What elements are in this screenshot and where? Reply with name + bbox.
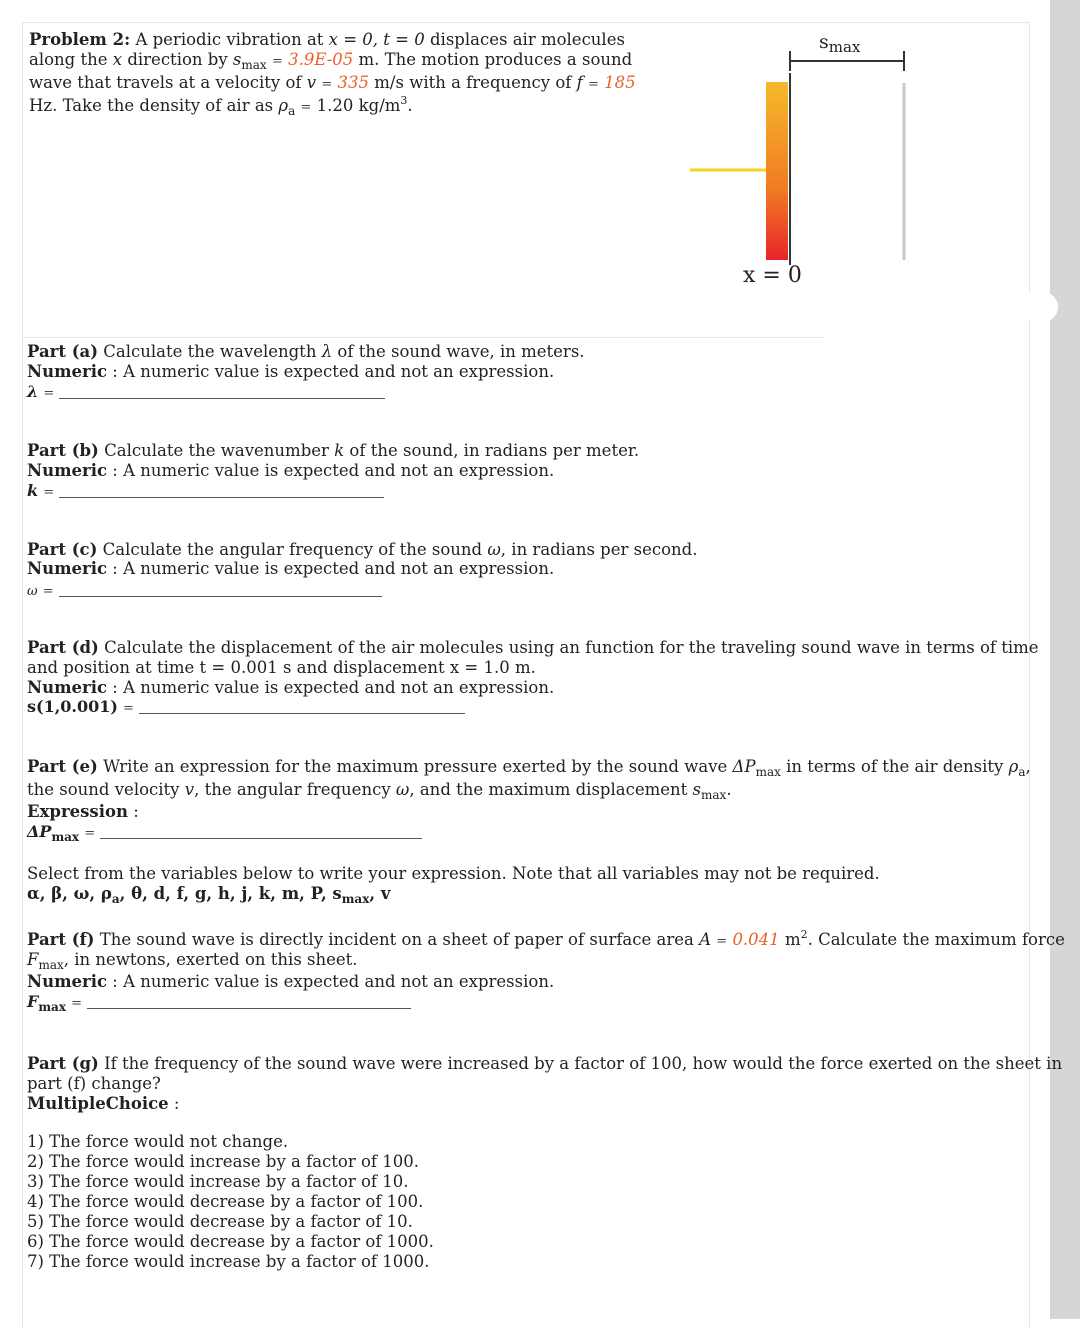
part-b-answer: k = — [27, 481, 384, 503]
part-d-answer: s(1,0.001) = — [27, 697, 465, 719]
smax-value: 3.9E-05 — [288, 50, 354, 69]
density-value: 1.20 kg/m — [316, 96, 401, 115]
part-e-question-line-1: Part (e) Write an expression for the maximum pressure exerted by the sound wave $\Delta P_{max}$ in terms of the air density $\rho_a$, — [27, 757, 1031, 779]
part-d-answer-field[interactable] — [139, 699, 465, 714]
part-g-question-line-1: Part (g) If the frequency of the sound wave were increased by a factor of 100, how would the force exerted on the sheet in — [27, 1054, 1063, 1073]
problem-label: Problem 2: — [29, 30, 131, 49]
part-e-answer: $\Delta P_{max}$ = — [27, 822, 422, 844]
frequency-value: 185 — [604, 73, 636, 92]
choice-5[interactable]: 5) The force would decrease by a factor of 10. — [27, 1212, 413, 1231]
part-c-question: Part (c) Calculate the angular frequency of the sound ω, in radians per second. — [27, 540, 698, 559]
part-f-type: Numeric : A numeric value is expected and not an expression. — [27, 972, 555, 991]
part-c-answer: ω = — [27, 580, 382, 602]
part-f-answer-field[interactable] — [87, 994, 411, 1009]
choice-1[interactable]: 1) The force would not change. — [27, 1132, 289, 1151]
part-e-variables: α, β, ω, $\rho_a$, θ, d, f, g, h, j, k, m, P, $s_{max}$, v — [27, 884, 391, 906]
part-g-type: MultipleChoice : — [27, 1094, 180, 1113]
x0-label: x = 0 — [743, 263, 802, 288]
scrollbar-thumb[interactable] — [1020, 292, 1058, 322]
velocity-value: 335 — [337, 73, 370, 92]
part-e-select-text: Select from the variables below to write your expression. Note that all variables may not be required. — [27, 864, 880, 883]
part-f-question-line-2: $F_{max}$, in newtons, exerted on this sheet. — [27, 950, 358, 972]
part-c-type: Numeric : A numeric value is expected and not an expression. — [27, 559, 555, 578]
part-b-type: Numeric : A numeric value is expected and not an expression. — [27, 461, 555, 480]
part-a-answer: λ = — [27, 382, 385, 404]
part-a-answer-field[interactable] — [59, 384, 385, 399]
part-a-question: Part (a) Calculate the wavelength λ of the sound wave, in meters. — [27, 342, 585, 361]
part-g-choices — [27, 1132, 434, 1272]
problem-line-4: Hz. Take the density of air as $\rho_a = 1.20$ $kg/m^3$. — [29, 94, 413, 118]
part-f-question-line-1: Part (f) The sound wave is directly incident on a sheet of paper of surface area A = 0.041 $m^2$. Calculate the maximum force — [27, 928, 1065, 949]
problem-line-1: Problem 2: A periodic vibration at x = 0, t = 0 displaces air molecules — [29, 30, 625, 49]
choice-6[interactable]: 6) The force would decrease by a factor of 1000. — [27, 1232, 434, 1251]
part-d-type: Numeric : A numeric value is expected and not an expression. — [27, 678, 555, 697]
choice-7[interactable]: 7) The force would increase by a factor of 1000. — [27, 1252, 430, 1271]
part-e-answer-field[interactable] — [100, 824, 422, 839]
part-b-question: Part (b) Calculate the wavenumber k of the sound, in radians per meter. — [27, 441, 640, 460]
problem-line-2: along the x direction by $s_{max} = 3.9E-05$ m. The motion produces a sound — [29, 50, 633, 72]
part-e-type: Expression : — [27, 802, 139, 821]
vibration-figure — [680, 20, 940, 320]
part-g-question-line-2: part (f) change? — [27, 1074, 161, 1093]
piston-bar — [766, 82, 788, 260]
part-d-question-line-1: Part (d) Calculate the displacement of the air molecules using an function for the traveling sound wave in terms of time — [27, 638, 1039, 657]
area-value: 0.041 — [732, 930, 780, 949]
part-d-question-line-2: and position at time t = 0.001 s and displacement x = 1.0 m. — [27, 658, 536, 677]
part-f-answer: $F_{max}$ = — [27, 992, 411, 1014]
choice-2[interactable]: 2) The force would increase by a factor of 100. — [27, 1152, 419, 1171]
part-c-answer-field[interactable] — [59, 582, 382, 597]
choice-4[interactable]: 4) The force would decrease by a factor of 100. — [27, 1192, 424, 1211]
part-a-type: Numeric : A numeric value is expected and not an expression. — [27, 362, 555, 381]
smax-figure-label: $s_{max}$ — [819, 31, 861, 56]
problem-line-3: wave that travels at a velocity of v = 335 m/s with a frequency of f = 185 — [29, 73, 636, 92]
choice-3[interactable]: 3) The force would increase by a factor of 10. — [27, 1172, 409, 1191]
scrollbar-track[interactable] — [1050, 0, 1080, 1319]
part-e-question-line-2: the sound velocity v, the angular frequency ω, and the maximum displacement $s_{max}$. — [27, 780, 732, 802]
part-b-answer-field[interactable] — [59, 483, 384, 498]
